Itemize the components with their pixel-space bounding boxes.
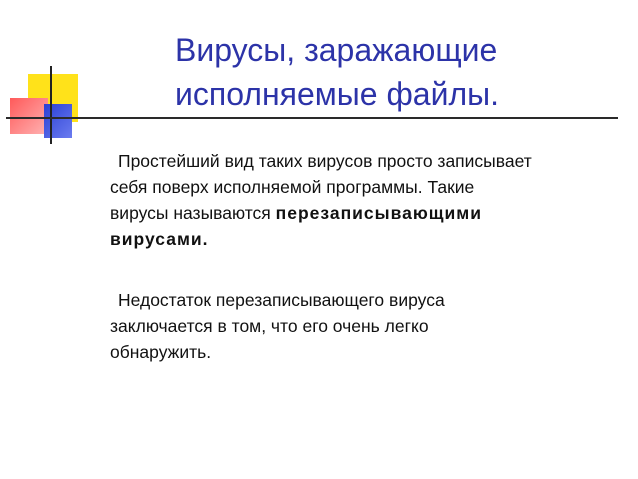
paragraph-line: обнаружить. [110,342,212,362]
emphasized-term: перезаписывающими [275,203,483,223]
title-divider-line [6,117,618,119]
emphasized-term: вирусами. [110,229,209,249]
paragraph-definition [110,148,630,252]
paragraph-line: заключается в том, что его очень легко [110,316,429,336]
blue-square [44,104,72,138]
slide-title [175,28,605,116]
paragraph-drawback [110,287,630,365]
slide-title-line-1: Вирусы, заражающие [175,32,498,68]
slide-title-line-2: исполняемые файлы. [175,76,500,112]
vertical-line [50,66,52,144]
slide-logo-decoration [0,0,120,150]
paragraph-line: Недостаток перезаписывающего вируса [118,290,445,310]
paragraph-line-prefix: вирусы называются [110,203,276,223]
red-square [10,98,48,134]
paragraph-line: Простейший вид таких вирусов просто записывает [118,151,532,171]
paragraph-line: себя поверх исполняемой программы. Такие [110,177,475,197]
paragraph-line [110,200,630,226]
